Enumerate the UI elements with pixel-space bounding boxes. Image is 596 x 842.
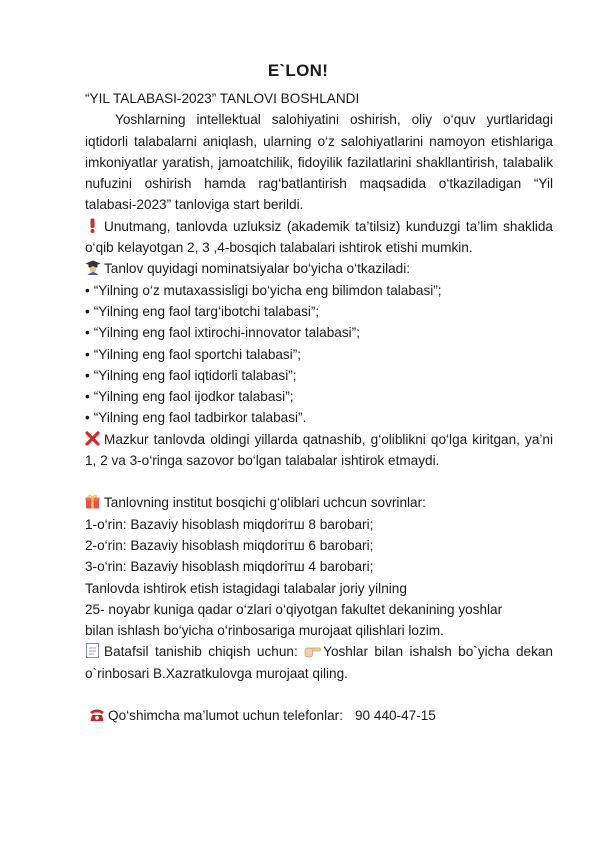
spacer: [85, 471, 553, 492]
cross-icon: [85, 431, 100, 446]
list-item: • “Yilning eng faol tadbirkor talabasi”.: [85, 407, 553, 428]
subtitle: “YIL TALABASI-2023” TANLOVI BOSHLANDI: [85, 91, 360, 106]
list-item: • “Yilning o‘z mutaxassisligi bo‘yicha eng bilimdon talabasi”;: [85, 280, 553, 301]
deadline-line: 25- noyabr kuniga qadar o‘zlari o‘qiyotgan fakultet dekanining yoshlar: [85, 601, 503, 617]
phone-label: Qo‘shimcha ma’lumot uchun telefonlar:: [108, 708, 343, 724]
details-text-end: Yoshlar bilan ishalsh bo`yicha dekan o`rinbosari B.Xazratkulovga murojaat qiling.: [85, 644, 553, 681]
list-item: • “Yilning eng faol ijodkor talabasi”;: [85, 386, 553, 407]
bullet-icon: •: [85, 282, 90, 298]
bullet-icon: •: [85, 389, 90, 405]
bullet-icon: •: [85, 367, 90, 383]
gift-icon: [85, 494, 100, 509]
bullet-icon: •: [85, 303, 90, 319]
prizes-intro-text: Tanlovning institut bosqichi g‘oliblari uchcun sovrinlar:: [104, 495, 426, 511]
list-item: • “Yilning eng faol iqtidorli talabasi”;: [85, 365, 553, 386]
list-item: • “Yilning eng faol targ‘ibotchi talabasi”;: [85, 301, 553, 322]
details-text-start: Batafsil tanishib chiqish uchun:: [104, 644, 298, 660]
graduate-icon: [85, 260, 100, 275]
pointing-hand-icon: [304, 643, 319, 658]
prize-item: 1-o‘rin: Bazaviy hisoblash miqdoriтш 8 barobari;: [85, 516, 374, 532]
prizes-intro: [85, 492, 553, 513]
announcement-body: [85, 88, 553, 726]
nominations-list: [85, 280, 553, 429]
reminder-paragraph: [85, 216, 553, 259]
prize-item: 3-o‘rin: Bazaviy hisoblash miqdoriтш 4 barobari;: [85, 559, 374, 575]
nominations-intro: [85, 258, 553, 279]
details-paragraph: [85, 641, 553, 684]
nominations-intro-text: Tanlov quyidagi nominatsiyalar bo‘yicha o‘tkaziladi:: [104, 261, 411, 277]
phone-row: [89, 705, 553, 726]
exclusion-paragraph: [85, 429, 553, 472]
document-icon: [85, 643, 100, 658]
exclusion-text: Mazkur tanlovda oldingi yillarda qatnashib, g‘oliblikni qo‘lga kiritgan, ya’ni 1, 2 va 3-o‘ringa sazovor bo‘lgan talabalar ishtirok etmaydi.: [85, 431, 553, 469]
exclamation-icon: [85, 218, 100, 233]
list-item: • “Yilning eng faol ixtirochi-innovator talabasi”;: [85, 322, 553, 343]
phone-number: 90 440-47-15: [354, 708, 436, 724]
spacer: [85, 684, 553, 705]
bullet-icon: •: [85, 410, 90, 426]
bullet-icon: •: [85, 346, 90, 362]
page-title: E`LON!: [267, 61, 329, 80]
reminder-text: Unutmang, tanlovda uzluksiz (akademik ta’tilsiz) kunduzgi ta’lim shaklida o‘qib kelayotgan 2, 3 ,4-bosqich talabalari ishtirok etishi mumkin.: [85, 218, 553, 256]
list-item: • “Yilning eng faol sportchi talabasi”;: [85, 344, 553, 365]
telephone-icon: [89, 707, 104, 722]
prize-item: 2-o‘rin: Bazaviy hisoblash miqdoriтш 6 barobari;: [85, 537, 374, 553]
deadline-line: Tanlovda ishtirok etish istagidagi talabalar joriy yilning: [85, 580, 407, 596]
intro-paragraph: Yoshlarning intellektual salohiyatini oshirish, oliy o‘quv yurtlaridagi iqtidorli talabalarni aniqlash, ularning o‘z salohiyatlarini namoyon etishlariga imkoniyatlar yaratish, jamoatchilik, fidoyilik fazilatlarini shakllantirish, talabalik nufuzini oshirish hamda rag‘batlantirish maqsadida o‘tkaziladigan “Yil talabasi-2023” tanloviga start berildi.: [85, 112, 553, 213]
bullet-icon: •: [85, 325, 90, 341]
deadline-line: bilan ishlash bo‘yicha o‘rinbosariga murojaat qilishlari lozim.: [85, 623, 444, 639]
